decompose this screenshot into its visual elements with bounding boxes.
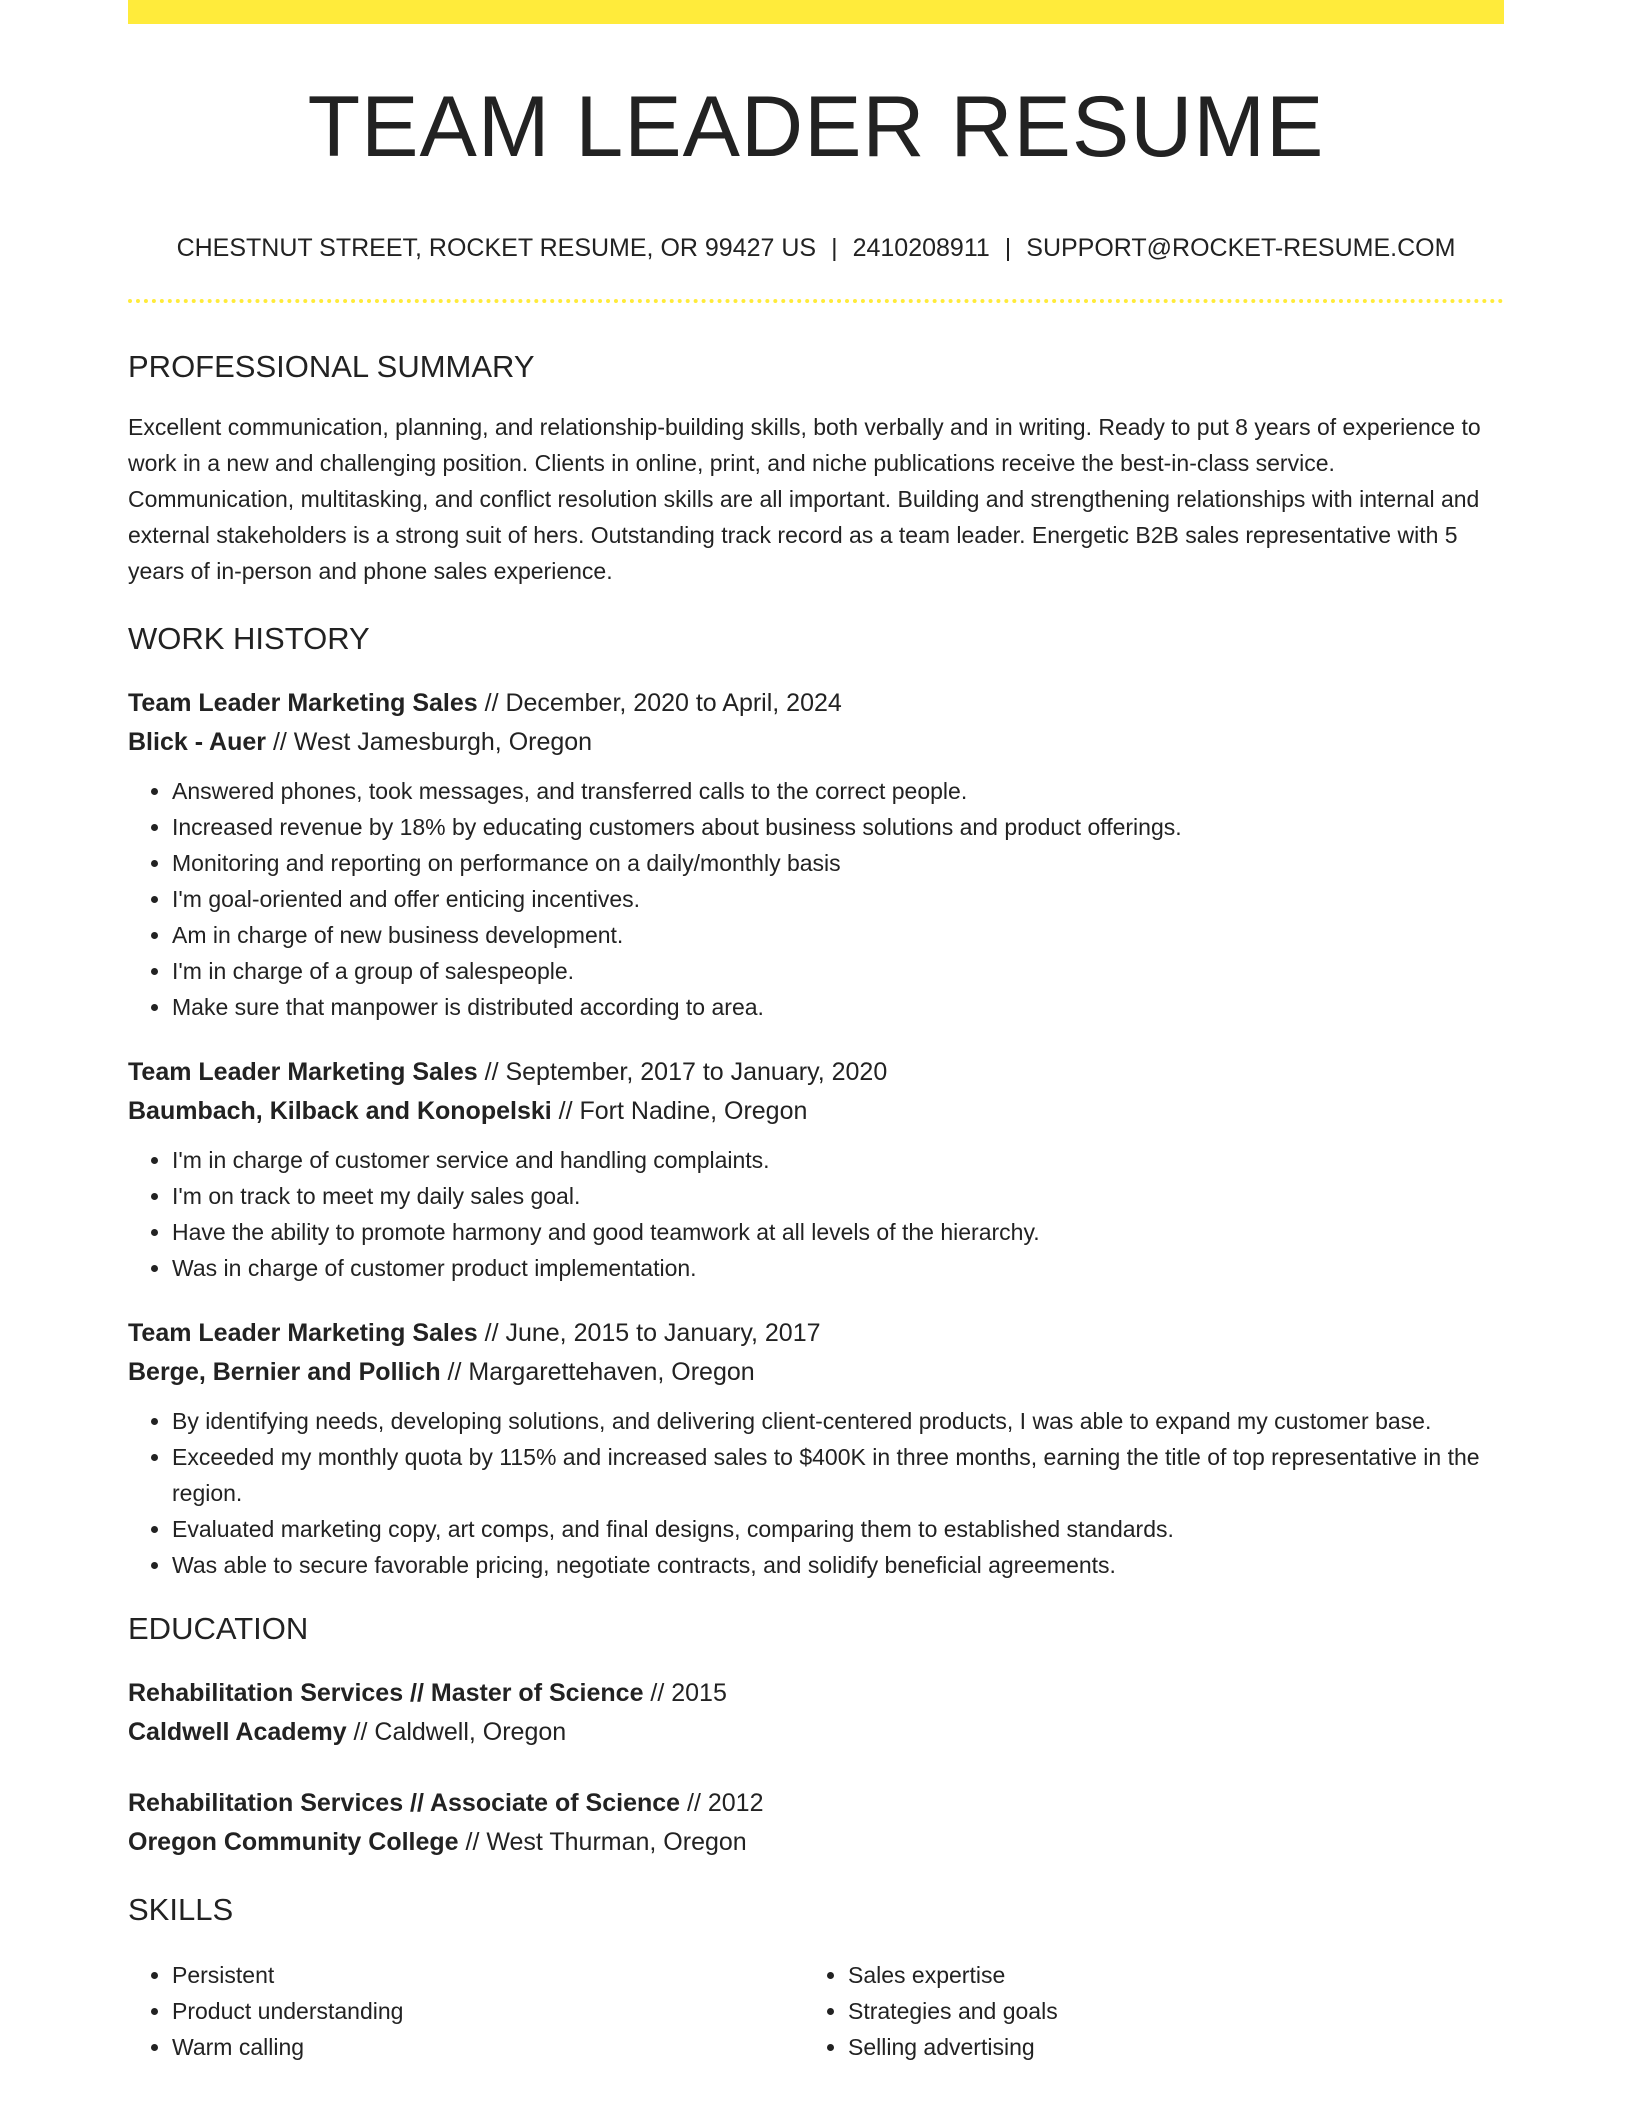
contact-address: CHESTNUT STREET, ROCKET RESUME, OR 99427 US [176,234,817,262]
job-entry [128,1053,1504,1286]
resume-title: TEAM LEADER RESUME [307,79,1325,175]
job-company: Baumbach, Kilback and Konopelski [128,1097,552,1125]
list-item: • Have the ability to promote harmony and good teamwork at all levels of the hierarchy. [172,1214,1504,1250]
resume-page [128,0,1504,2065]
list-item: • Was able to secure favorable pricing, negotiate contracts, and solidify beneficial agreements. [172,1547,1504,1583]
degree: Rehabilitation Services // Associate of Science [128,1789,681,1817]
list-item: • Was in charge of customer product implementation. [172,1250,1504,1286]
list-item: • By identifying needs, developing solutions, and delivering client-centered products, I was able to expand my customer base. [172,1403,1504,1439]
skill-item: • Persistent [172,1957,804,1993]
job-title: Team Leader Marketing Sales [128,1058,478,1086]
school-location: // West Thurman, Oregon [458,1828,747,1856]
education-heading: EDUCATION [128,1611,309,1646]
job-location: // West Jamesburgh, Oregon [266,728,593,756]
work-history-heading: WORK HISTORY [128,621,370,656]
job-company-line [128,723,1504,762]
education-entry [128,1674,1504,1752]
degree-year: // 2012 [680,1789,764,1817]
contact-separator: | [1004,234,1012,262]
list-item: • Monitoring and reporting on performance on a daily/monthly basis [172,845,1504,881]
school-line [128,1823,1504,1862]
skill-item: • Product understanding [172,1993,804,2029]
skill-item: • Strategies and goals [848,1993,1480,2029]
job-entry [128,1314,1504,1583]
contact-separator: | [831,234,838,262]
list-item: • Am in charge of new business development. [172,917,1504,953]
job-title-line [128,684,1504,723]
contact-phone: 2410208911 [852,234,990,262]
list-item: • I'm in charge of customer service and handling complaints. [172,1142,1504,1178]
job-bullets [128,1142,1504,1286]
list-item: • Evaluated marketing copy, art comps, and final designs, comparing them to established standards. [172,1511,1504,1547]
list-item: • Answered phones, took messages, and transferred calls to the correct people. [172,773,1504,809]
list-item: • Exceeded my monthly quota by 115% and increased sales to $400K in three months, earning the title of top representative in the region. [172,1439,1504,1511]
job-company-line [128,1353,1504,1392]
job-title-line [128,1314,1504,1353]
job-title: Team Leader Marketing Sales [128,689,478,717]
summary-heading: PROFESSIONAL SUMMARY [128,349,535,384]
dotted-divider [128,299,1504,303]
list-item: • I'm on track to meet my daily sales goal. [172,1178,1504,1214]
job-location: // Fort Nadine, Oregon [551,1097,808,1125]
skill-item: • Warm calling [172,2029,804,2065]
job-company-line [128,1092,1504,1131]
summary-text: Excellent communication, planning, and relationship-building skills, both verbally and in writing. Ready to put 8 years of experience to work in a new and challenging position. Clients in online, print, and niche publications receive the best-in-class service. Communication, multitasking, and conflict resolution skills are all important. Building and strengthening relationships with internal and external stakeholders is a strong suit of hers. Outstanding track record as a team leader. Energetic B2B sales representative with 5 years of in-person and phone sales experience. [128,414,1481,584]
list-item: • Make sure that manpower is distributed according to area. [172,989,1504,1025]
school-line [128,1713,1504,1752]
list-item: • I'm in charge of a group of salespeople. [172,953,1504,989]
contact-line [128,236,1504,261]
skill-item: • Sales expertise [848,1957,1480,1993]
school-location: // Caldwell, Oregon [346,1718,567,1746]
job-company: Blick - Auer [128,728,267,756]
school: Oregon Community College [128,1828,459,1856]
skills-column-right [804,1957,1480,2065]
skill-item: • Selling advertising [848,2029,1480,2065]
job-title-line [128,1053,1504,1092]
job-company: Berge, Bernier and Pollich [128,1358,441,1386]
degree-line [128,1784,1504,1823]
job-entry [128,684,1504,1025]
job-bullets [128,1403,1504,1583]
skills-list [128,1957,1504,2065]
job-location: // Margarettehaven, Oregon [440,1358,755,1386]
job-dates: // June, 2015 to January, 2017 [477,1319,821,1347]
list-item: • I'm goal-oriented and offer enticing incentives. [172,881,1504,917]
job-dates: // September, 2017 to January, 2020 [477,1058,888,1086]
contact-email: SUPPORT@ROCKET-RESUME.COM [1026,234,1456,262]
accent-bar [128,0,1504,24]
job-title: Team Leader Marketing Sales [128,1319,478,1347]
job-bullets [128,773,1504,1025]
degree-line [128,1674,1504,1713]
school: Caldwell Academy [128,1718,347,1746]
education-entry [128,1784,1504,1862]
list-item: • Increased revenue by 18% by educating customers about business solutions and product offerings. [172,809,1504,845]
degree: Rehabilitation Services // Master of Science [128,1679,644,1707]
skills-column-left [128,1957,804,2065]
degree-year: // 2015 [643,1679,727,1707]
job-dates: // December, 2020 to April, 2024 [477,689,842,717]
skills-heading: SKILLS [128,1892,234,1927]
